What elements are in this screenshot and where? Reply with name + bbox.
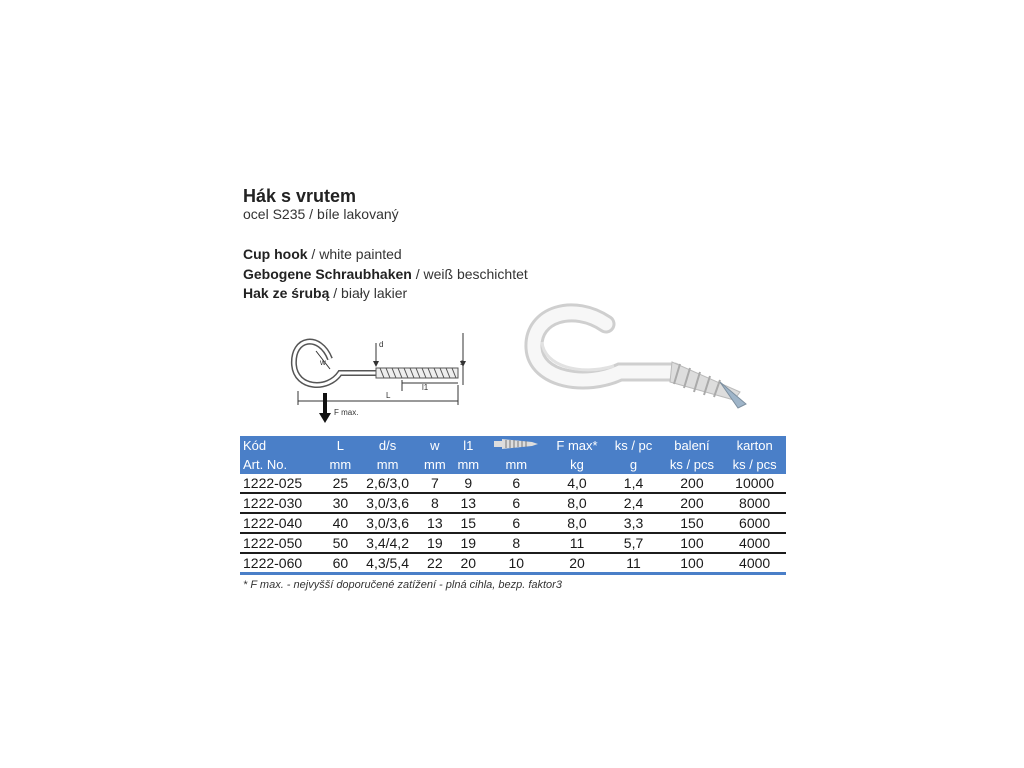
table-cell: 6 [485, 474, 548, 493]
header-cell: karton [723, 436, 786, 455]
article-code-cell: 1222-030 [240, 493, 324, 513]
label-l1: l1 [422, 383, 429, 392]
table-cell: 150 [661, 513, 724, 533]
header-cell: ks / pcs [723, 455, 786, 474]
label-d: d [379, 340, 384, 349]
article-code-cell: 1222-050 [240, 533, 324, 553]
header-cell: g [606, 455, 660, 474]
article-code-cell: 1222-025 [240, 474, 324, 493]
translation-en-desc: / white painted [307, 246, 402, 262]
table-row [240, 533, 786, 553]
table-units-row [240, 455, 786, 474]
table-cell: 4000 [723, 553, 786, 574]
table-cell: 1,4 [606, 474, 660, 493]
table-row [240, 493, 786, 513]
header-cell: Art. No. [240, 455, 324, 474]
table-cell: 6 [485, 493, 548, 513]
header-cell: mm [485, 455, 548, 474]
table-cell: 6000 [723, 513, 786, 533]
product-title: Hák s vrutem [243, 186, 357, 206]
table-cell: 3,3 [606, 513, 660, 533]
table-row [240, 513, 786, 533]
label-s: s [460, 358, 464, 367]
technical-drawing [290, 325, 470, 433]
label-fmax: F max. [334, 408, 359, 417]
table-cell: 8,0 [548, 493, 607, 513]
translation-pl [243, 284, 528, 304]
table-cell: 11 [606, 553, 660, 574]
article-code-cell: 1222-040 [240, 513, 324, 533]
header-cell: w [418, 436, 451, 455]
table-cell: 4,0 [548, 474, 607, 493]
translation-pl-name: Hak ze śrubą [243, 285, 330, 301]
header-cell: Kód [240, 436, 324, 455]
header-cell: L [324, 436, 357, 455]
table-cell: 7 [418, 474, 451, 493]
table-cell: 19 [452, 533, 485, 553]
header-cell: mm [324, 455, 357, 474]
header-cell: ks / pc [606, 436, 660, 455]
header-cell: mm [418, 455, 451, 474]
table-cell: 11 [548, 533, 607, 553]
screw-icon [494, 438, 538, 450]
header-cell: mm [357, 455, 418, 474]
table-cell: 8000 [723, 493, 786, 513]
table-row [240, 553, 786, 574]
table-cell: 10 [485, 553, 548, 574]
translation-pl-desc: / biały lakier [329, 285, 408, 301]
table-cell: 25 [324, 474, 357, 493]
table-cell: 3,0/3,6 [357, 513, 418, 533]
product-subtitle: ocel S235 / bíle lakovaný [243, 206, 399, 222]
header-cell: kg [548, 455, 607, 474]
header-cell: ks / pcs [661, 455, 724, 474]
header-cell: d/s [357, 436, 418, 455]
header-cell: F max* [548, 436, 607, 455]
table-header-row [240, 436, 786, 455]
table-cell: 50 [324, 533, 357, 553]
table-cell: 13 [452, 493, 485, 513]
table-cell: 15 [452, 513, 485, 533]
table-row [240, 474, 786, 493]
header-cell: mm [452, 455, 485, 474]
header-cell: balení [661, 436, 724, 455]
table-cell: 6 [485, 513, 548, 533]
table-cell: 8 [418, 493, 451, 513]
table-cell: 10000 [723, 474, 786, 493]
table-cell: 100 [661, 553, 724, 574]
table-cell: 5,7 [606, 533, 660, 553]
table-cell: 200 [661, 474, 724, 493]
spec-table [240, 436, 786, 575]
table-body [240, 474, 786, 574]
product-photo [524, 296, 756, 416]
footnote: * F max. - nejvyšší doporučené zatížení - plná cihla, bezp. faktor3 [243, 579, 562, 591]
table-cell: 20 [548, 553, 607, 574]
translation-en-name: Cup hook [243, 246, 308, 262]
table-cell: 4,3/5,4 [357, 553, 418, 574]
translation-de-name: Gebogene Schraubhaken [243, 265, 412, 282]
translation-de-desc: / weiß beschichtet [411, 265, 528, 282]
table-cell: 20 [452, 553, 485, 574]
header-cell: l1 [452, 436, 485, 455]
table-cell: 19 [418, 533, 451, 553]
table-cell: 2,4 [606, 493, 660, 513]
table-cell: 22 [418, 553, 451, 574]
table-cell: 30 [324, 493, 357, 513]
table-cell: 40 [324, 513, 357, 533]
header-cell-screw-icon [485, 436, 548, 455]
label-L: L [386, 391, 391, 400]
table-cell: 200 [661, 493, 724, 513]
table-cell: 8,0 [548, 513, 607, 533]
table-cell: 2,6/3,0 [357, 474, 418, 493]
translation-en [243, 245, 528, 265]
table-cell: 9 [452, 474, 485, 493]
table-cell: 8 [485, 533, 548, 553]
translation-de [243, 265, 528, 285]
translations [243, 245, 528, 304]
article-code-cell: 1222-060 [240, 553, 324, 574]
table-cell: 100 [661, 533, 724, 553]
table-cell: 4000 [723, 533, 786, 553]
table-cell: 13 [418, 513, 451, 533]
table-cell: 60 [324, 553, 357, 574]
table-cell: 3,4/4,2 [357, 533, 418, 553]
table-cell: 3,0/3,6 [357, 493, 418, 513]
label-w: w [320, 358, 326, 367]
title-block [243, 186, 399, 222]
